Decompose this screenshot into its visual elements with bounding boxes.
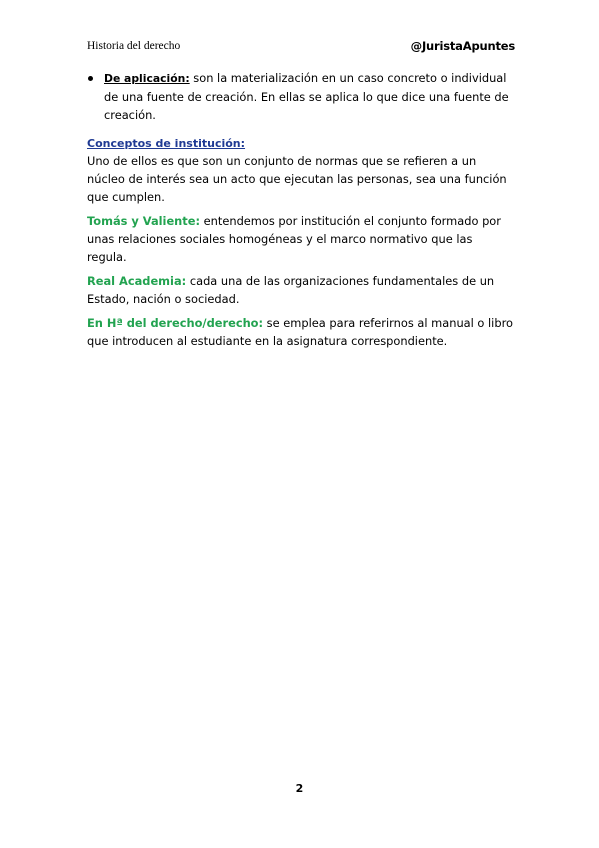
page-content [87,69,515,350]
section-intro-paragraph: Uno de ellos es que son un conjunto de normas que se refieren a un núcleo de interés sea un acto que ejecutan las personas, sea una función que cumplen. [87,154,507,204]
definition-lead: Real Academia: [87,274,187,288]
page-number: 2 [295,782,304,795]
definition-text: se emplea para referirnos al manual o libro que introducen al estudiante en la asignatura correspondiente. [87,316,513,348]
page-header [87,39,515,55]
definition-historia-del-derecho [87,314,515,350]
definition-text: cada una de las organizaciones fundamentales de un Estado, nación o sociedad. [87,274,495,306]
section-title: Conceptos de institución: [87,137,246,150]
definition-text: entendemos por institución el conjunto formado por unas relaciones sociales homogéneas y el marco normativo que las regula. [87,214,501,264]
bullet-lead: De aplicación: [104,72,190,85]
bullet-dot-icon [88,76,93,81]
definition-real-academia [87,272,515,308]
bullet-item-de-aplicacion [87,69,515,124]
header-author-handle: @JuristaApuntes [410,39,515,53]
definition-tomas-y-valiente [87,212,515,266]
definition-lead: En Hª del derecho/derecho: [87,316,264,330]
definition-lead: Tomás y Valiente: [87,214,201,228]
bullet-text: son la materialización en un caso concreto o individual de una fuente de creación. En ellas se aplica lo que dice una fuente de creación. [104,71,509,122]
header-document-title: Historia del derecho [87,40,181,52]
